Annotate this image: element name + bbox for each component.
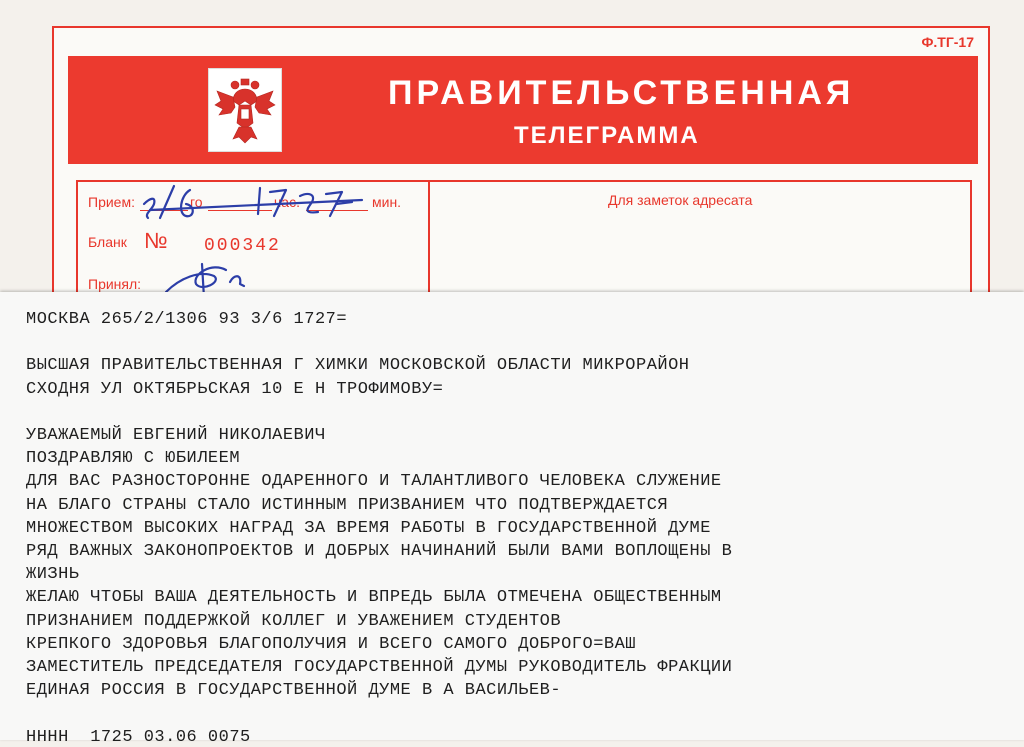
double-headed-eagle-icon [209,69,281,151]
telegram-line: СХОДНЯ УЛ ОКТЯБРЬСКАЯ 10 Е Н ТРОФИМОВУ= [26,379,444,399]
notes-label: Для заметок адресата [608,192,753,208]
blank-label: Бланк [88,234,127,250]
telegram-line: МОСКВА 265/2/1306 93 3/6 1727= [26,310,348,329]
banner-title: ПРАВИТЕЛЬСТВЕННАЯ [388,74,855,112]
telegram-line: ЖИЗНЬ [26,565,80,585]
telegram-line: ВЫСШАЯ ПРАВИТЕЛЬСТВЕННАЯ Г ХИМКИ МОСКОВСКОЙ ОБЛАСТИ МИКРОРАЙОН [26,356,690,376]
number-sign: № [144,228,168,253]
telegram-line: ЗАМЕСТИТЕЛЬ ПРЕДСЕДАТЕЛЯ ГОСУДАРСТВЕННОЙ ДУМЫ РУКОВОДИТЕЛЬ ФРАКЦИИ [26,658,733,677]
red-banner [68,56,978,164]
telegram-line: УВАЖАЕМЫЙ ЕВГЕНИЙ НИКОЛАЕВИЧ [26,426,326,445]
priem-min-line [306,210,368,211]
emblem-box [208,68,282,152]
telegram-line: ЖЕЛАЮ ЧТОБЫ ВАША ДЕЯТЕЛЬНОСТЬ И ВПРЕДЬ БЫЛА ОТМЕЧЕНА ОБЩЕСТВЕННЫМ [26,588,722,608]
priem-day-line [140,210,188,211]
telegram-line: НА БЛАГО СТРАНЫ СТАЛО ИСТИННЫМ ПРИЗВАНИЕМ ЧТО ПОДТВЕРЖДАЕТСЯ [26,495,669,515]
min-label: мин. [372,194,402,210]
telegram-line: ДЛЯ ВАС РАЗНОСТОРОННЕ ОДАРЕННОГО И ТАЛАНТЛИВОГО ЧЕЛОВЕКА СЛУЖЕНИЕ [26,472,722,492]
telegram-line: ПОЗДРАВЛЯЮ С ЮБИЛЕЕМ [26,449,241,469]
telegram-line: КРЕПКОГО ЗДОРОВЬЯ БЛАГОПОЛУЧИЯ И ВСЕГО САМОГО ДОБРОГО=ВАШ [26,634,636,654]
priem-hour-line [208,210,272,211]
prinyal-label: Принял: [88,276,142,292]
form-code: Ф.ТГ-17 [921,34,974,50]
go-label: го [190,194,203,210]
telegram-line: МНОЖЕСТВОМ ВЫСОКИХ НАГРАД ЗА ВРЕМЯ РАБОТЫ В ГОСУДАРСТВЕННОЙ ДУМЕ [26,518,711,538]
telegram-line: ЕДИНАЯ РОССИЯ В ГОСУДАРСТВЕННОЙ ДУМЕ В А ВАСИЛЬЕВ- [26,681,562,701]
chas-label: час. [274,194,300,210]
telegram-tape-paper [0,292,1024,747]
priem-label: Прием: [88,194,135,210]
telegram-line: ПРИЗНАНИЕМ ПОДДЕРЖКОЙ КОЛЛЕГ И УВАЖЕНИЕМ СТУДЕНТОВ [26,611,562,631]
telegram-line: НННН 1725 03.06 0075 [26,727,251,747]
telegram-line: РЯД ВАЖНЫХ ЗАКОНОПРОЕКТОВ И ДОБРЫХ НАЧИНАНИЙ БЫЛИ ВАМИ ВОПЛОЩЕНЫ В [26,542,733,561]
blank-number: 000342 [204,236,281,256]
banner-subtitle: ТЕЛЕГРАММА [514,122,700,149]
